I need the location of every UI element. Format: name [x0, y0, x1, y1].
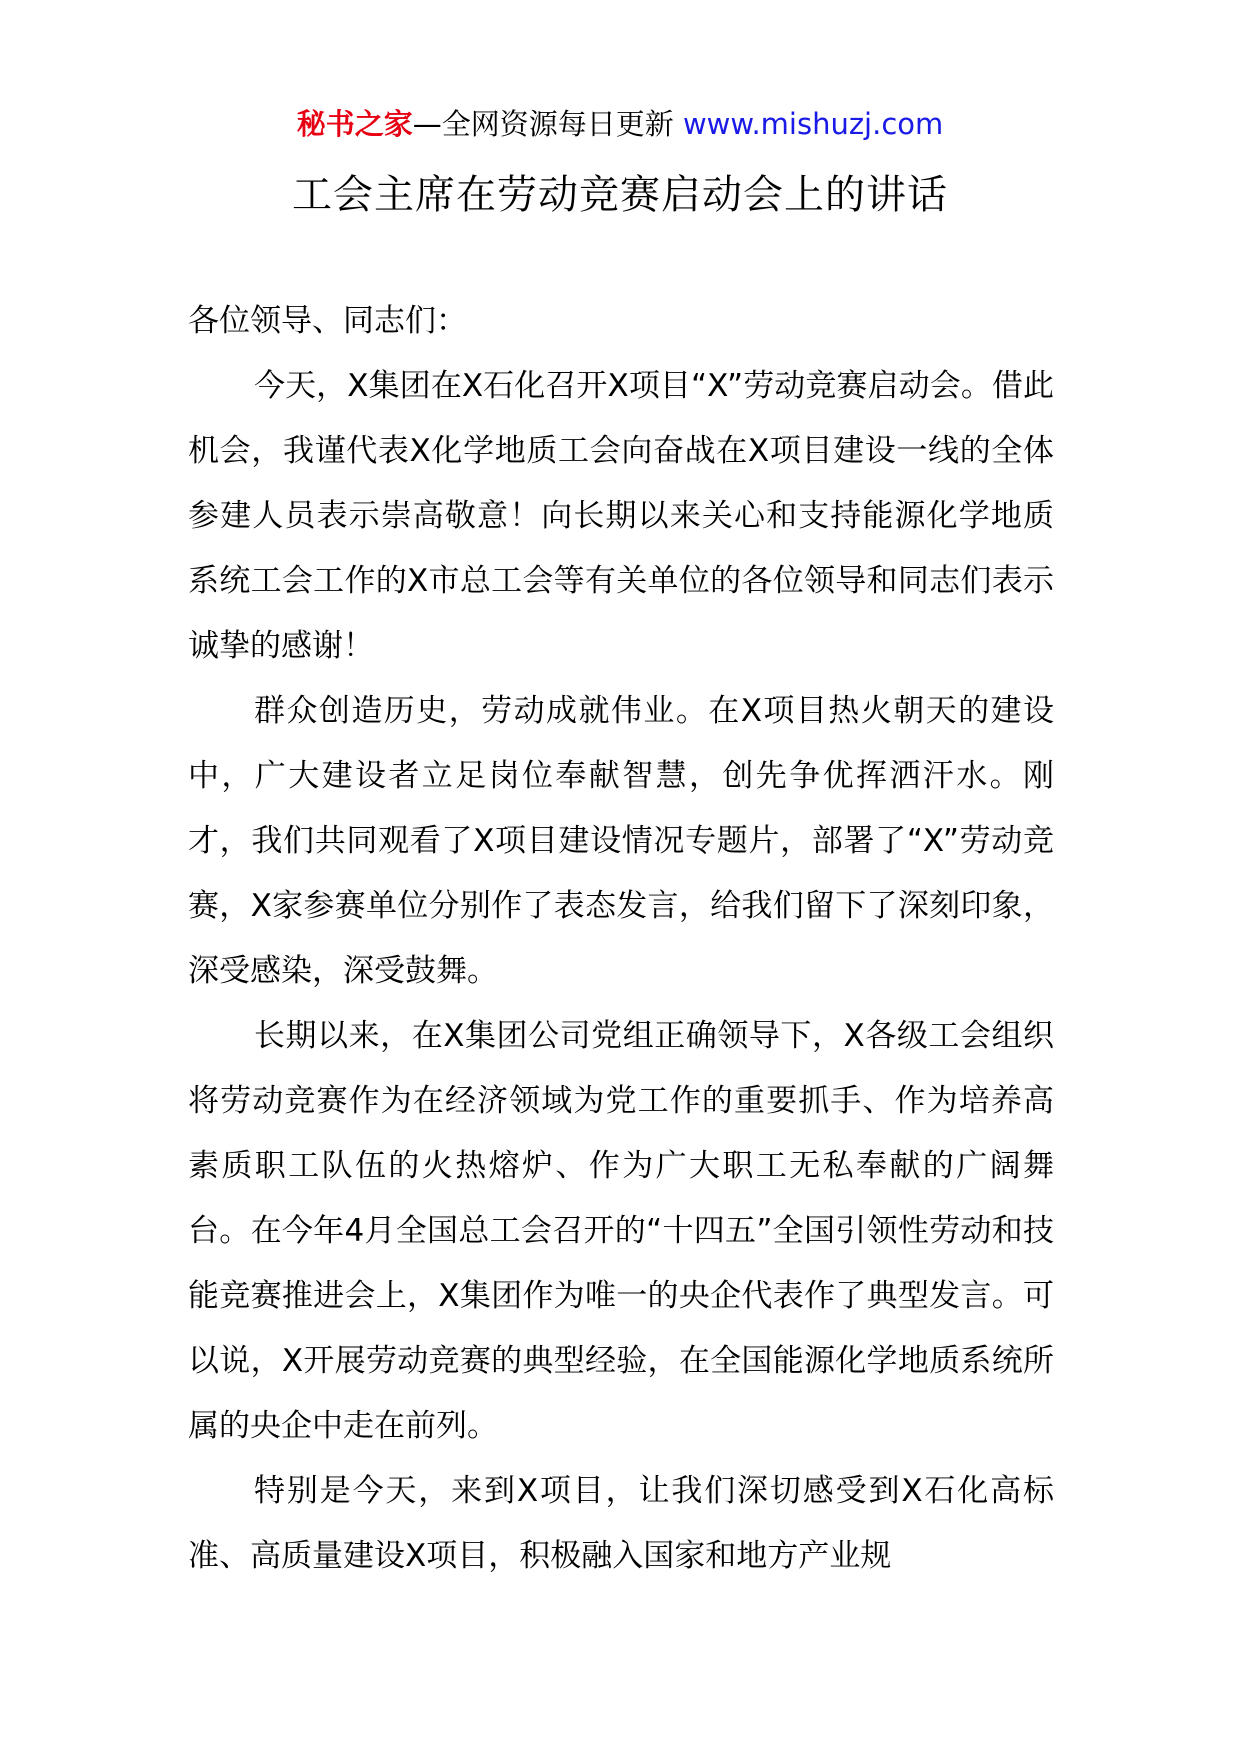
- paragraph-2: 群众创造历史，劳动成就伟业。在X项目热火朝天的建设中，广大建设者立足岗位奉献智慧，创先争优挥洒汗水。刚才，我们共同观看了X项目建设情况专题片，部署了“X”劳动竞赛，X家参赛单位分别作了表态发言，给我们留下了深刻印象，深受感染，深受鼓舞。: [188, 693, 1054, 989]
- document-title: 工会主席在劳动竞赛启动会上的讲话: [292, 172, 948, 218]
- site-brand: 秘书之家: [296, 107, 413, 141]
- site-tagline: —全网资源每日更新: [412, 107, 674, 141]
- salutation: 各位领导、同志们：: [188, 303, 467, 339]
- paragraph-3: 长期以来，在X集团公司党组正确领导下，X各级工会组织将劳动竞赛作为在经济领域为党工作的重要抓手、作为培养高素质职工队伍的火热熔炉、作为广大职工无私奉献的广阔舞台。在今年4月全国总工会召开的“十四五”全国引领性劳动和技能竞赛推进会上，X集团作为唯一的央企代表作了典型发言。可以说，X开展劳动竞赛的典型经验，在全国能源化学地质系统所属的央企中走在前列。: [188, 1018, 1054, 1444]
- site-url-link[interactable]: www.mishuzj.com: [682, 107, 944, 141]
- paragraph-1: 今天，X集团在X石化召开X项目“X”劳动竞赛启动会。借此机会，我谨代表X化学地质工会向奋战在X项目建设一线的全体参建人员表示崇高敬意！向长期以来关心和支持能源化学地质系统工会工作的X市总工会等有关单位的各位领导和同志们表示诚挚的感谢！: [188, 368, 1054, 664]
- document-body: [188, 289, 1054, 1589]
- site-header: [0, 98, 1240, 150]
- paragraph-4: 特别是今天，来到X项目，让我们深切感受到X石化高标准、高质量建设X项目，积极融入国家和地方产业规: [188, 1473, 1054, 1574]
